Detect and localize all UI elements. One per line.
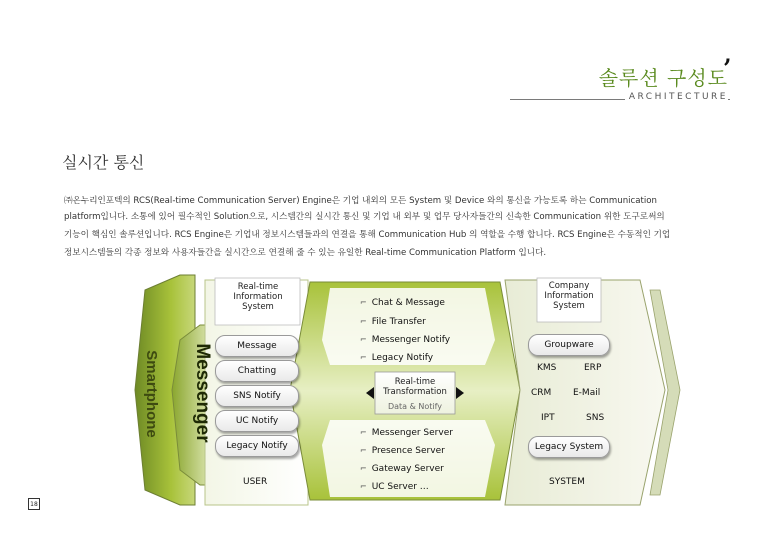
center-top-bullet: ⌐ File Transfer (360, 317, 426, 327)
center-bottom-bullet: ⌐ Presence Server (360, 446, 445, 456)
center-bottom-bullet: ⌐ Messenger Server (360, 428, 453, 438)
hub-title: Real-time Transformation (383, 377, 447, 398)
center-bottom-bullet: ⌐ UC Server … (360, 482, 429, 492)
groupware-pill: Groupware (528, 334, 610, 356)
system-label: SYSTEM (549, 477, 585, 487)
uc-notify-pill: UC Notify (215, 410, 299, 432)
paragraph-line-1: ㈜온누리인포텍의 RCS(Real-time Communication Server) Engine은 기업 내외의 모든 System 및 Device 와의 통신을 가능토록 하는 Communication (64, 196, 657, 206)
section-heading: 실시간 통신 (62, 153, 145, 172)
message-pill: Message (215, 335, 299, 357)
company-information-system-label: Company Information System (544, 281, 594, 312)
paragraph-line-4: 정보시스템들의 각종 정보와 사용자들간을 실시간으로 연결해 줄 수 있는 유일한 Real-time Communication Platform 입니다. (64, 248, 547, 258)
page-subtitle: ARCHITECTURE (625, 92, 728, 102)
messenger-label: Messenger (192, 343, 213, 443)
realtime-information-system-label: Real-time Information System (233, 282, 283, 313)
email-label: E-Mail (573, 388, 601, 398)
smartphone-label: Smartphone (143, 350, 160, 438)
chatting-pill: Chatting (215, 360, 299, 382)
page-title: 솔루션 구성도 (598, 66, 728, 90)
crm-label: CRM (531, 388, 552, 398)
center-top-bullet: ⌐ Legacy Notify (360, 353, 433, 363)
sns-label: SNS (586, 413, 605, 423)
hub-subtitle: Data & Notify (387, 402, 443, 411)
title-accent-mark: , (724, 42, 732, 68)
paragraph-line-2: platform입니다. 소통에 있어 필수적인 Solution으로, 시스템간의 실시간 통신 및 기업 내 외부 및 업무 당사자들간의 신속한 Communication 위한 도구로써의 (64, 212, 665, 222)
page-number: 18 (28, 498, 40, 510)
center-bottom-bullet: ⌐ Gateway Server (360, 464, 444, 474)
sns-notify-pill: SNS Notify (215, 385, 299, 407)
center-top-bullet: ⌐ Messenger Notify (360, 335, 450, 345)
center-top-bullet: ⌐ Chat & Message (360, 298, 445, 308)
kms-label: KMS (537, 363, 557, 373)
user-label: USER (243, 477, 268, 487)
erp-label: ERP (584, 363, 602, 373)
paragraph-line-3: 기능이 핵심인 솔루션입니다. RCS Engine은 기업내 정보시스템들과의 연결을 통해 Communication Hub 의 역할을 수행 합니다. RCS Engine은 수동적인 기업 (64, 230, 671, 240)
legacy-system-pill: Legacy System (528, 436, 610, 458)
ipt-label: IPT (541, 413, 555, 423)
legacy-notify-pill: Legacy Notify (215, 435, 299, 457)
